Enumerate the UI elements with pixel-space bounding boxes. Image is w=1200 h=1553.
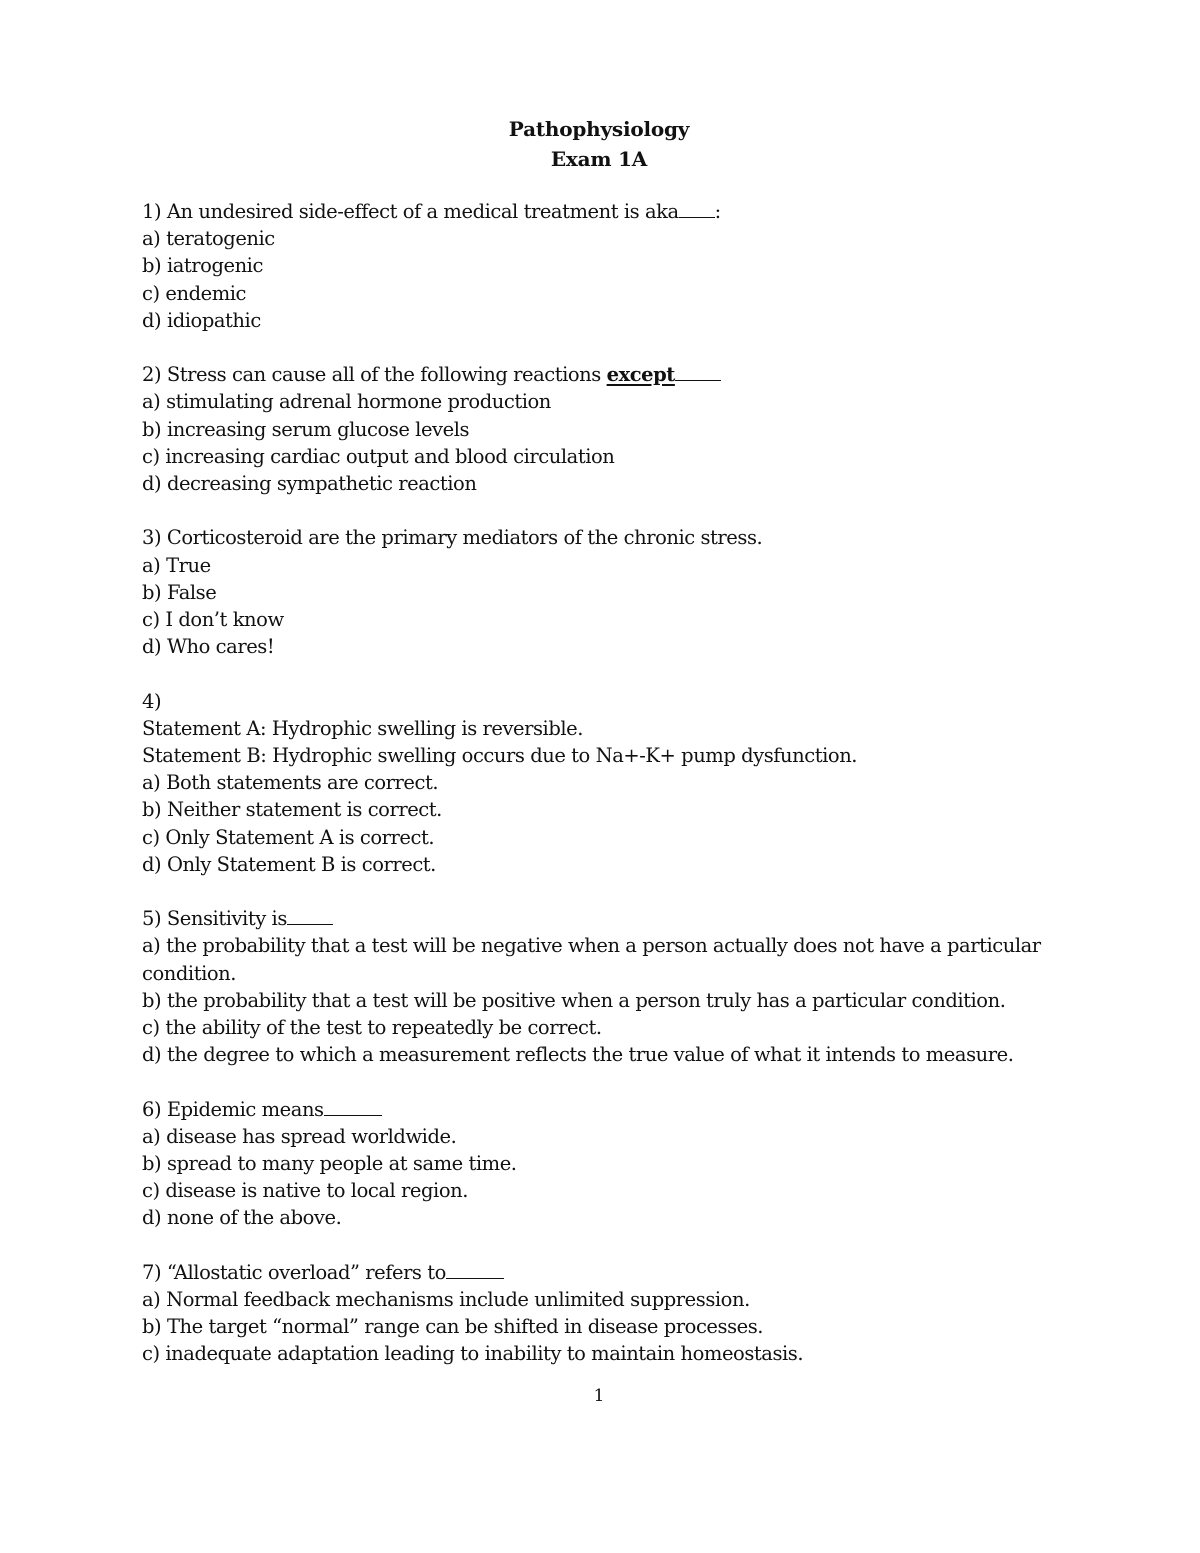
answer-option: d) the degree to which a measurement reflects the true value of what it intends to measure.: [142, 1043, 1014, 1067]
answer-blank: [679, 199, 715, 218]
question-1: [142, 198, 1042, 334]
question-stem: 4): [142, 689, 162, 713]
answer-blank: [446, 1260, 504, 1279]
question-stem: 3) Corticosteroid are the primary mediators of the chronic stress.: [142, 526, 763, 550]
answer-option: a) Both statements are correct.: [142, 771, 439, 795]
question-stem: 5) Sensitivity is: [142, 905, 1042, 932]
exam-header: [0, 114, 1198, 174]
answer-option: d) Who cares!: [142, 635, 275, 659]
answer-option: a) the probability that a test will be negative when a person actually does not have a particular condition.: [142, 934, 1041, 985]
answer-option: c) disease is native to local region.: [142, 1179, 468, 1203]
answer-option: b) The target “normal” range can be shifted in disease processes.: [142, 1315, 764, 1339]
question-stem: 7) “Allostatic overload” refers to: [142, 1259, 1042, 1286]
except-emphasis: except: [606, 363, 675, 387]
answer-option: a) Normal feedback mechanisms include unlimited suppression.: [142, 1288, 750, 1312]
answer-option: b) False: [142, 580, 217, 604]
answer-option: b) iatrogenic: [142, 254, 263, 278]
answer-option: d) idiopathic: [142, 308, 261, 332]
answer-blank: [324, 1097, 382, 1116]
question-2: [142, 361, 1042, 497]
answer-option: c) inadequate adaptation leading to inability to maintain homeostasis.: [142, 1342, 804, 1366]
answer-option: a) True: [142, 553, 211, 577]
question-stem: 1) An undesired side-effect of a medical treatment is aka :: [142, 200, 721, 223]
question-5: [142, 905, 1042, 1068]
answer-option: c) Only Statement A is correct.: [142, 825, 435, 849]
answer-option: a) stimulating adrenal hormone production: [142, 390, 551, 414]
question-6: [142, 1096, 1042, 1232]
statement-a: Statement A: Hydrophic swelling is reversible.: [142, 716, 584, 740]
question-stem: 2) Stress can cause all of the following reactions except: [142, 361, 1042, 388]
answer-option: c) I don’t know: [142, 608, 284, 632]
question-stem: 6) Epidemic means: [142, 1096, 1042, 1123]
answer-option: d) decreasing sympathetic reaction: [142, 472, 477, 496]
exam-subtitle: Exam 1A: [550, 147, 648, 171]
answer-option: c) endemic: [142, 281, 246, 305]
answer-option: d) Only Statement B is correct.: [142, 852, 436, 876]
answer-option: b) Neither statement is correct.: [142, 798, 442, 822]
question-3: [142, 524, 1042, 660]
answer-option: a) teratogenic: [142, 227, 275, 251]
answer-option: c) the ability of the test to repeatedly be correct.: [142, 1016, 602, 1040]
answer-option: c) increasing cardiac output and blood circulation: [142, 444, 615, 468]
answer-option: d) none of the above.: [142, 1206, 342, 1230]
answer-blank: [675, 362, 721, 381]
exam-title: Pathophysiology: [508, 117, 690, 141]
question-7: [142, 1259, 1042, 1368]
answer-option: b) increasing serum glucose levels: [142, 417, 470, 441]
question-4: [142, 688, 1042, 878]
statement-b: Statement B: Hydrophic swelling occurs due to Na+-K+ pump dysfunction.: [142, 744, 858, 768]
page-number: 1: [593, 1386, 605, 1406]
answer-option: b) the probability that a test will be positive when a person truly has a particular condition.: [142, 988, 1006, 1012]
answer-option: b) spread to many people at same time.: [142, 1152, 517, 1176]
question-list: [142, 198, 1042, 1395]
answer-blank: [287, 906, 333, 925]
answer-option: a) disease has spread worldwide.: [142, 1124, 457, 1148]
